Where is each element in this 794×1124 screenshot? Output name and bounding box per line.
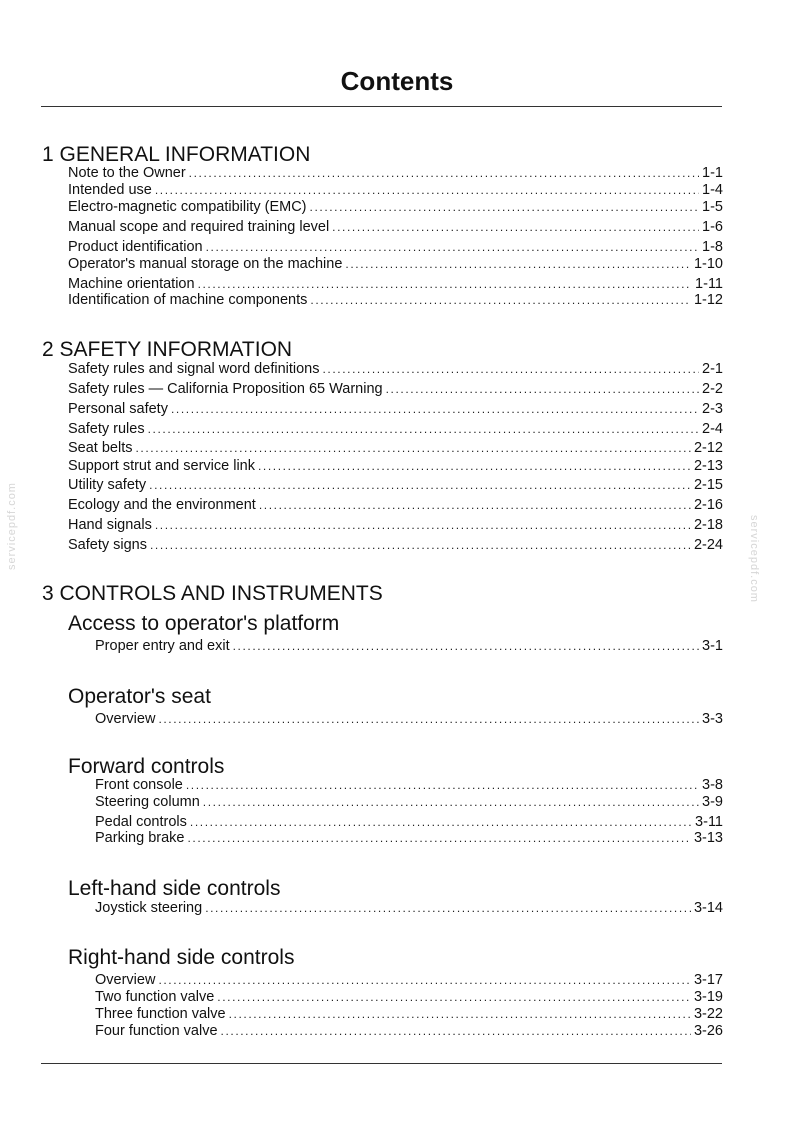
subsection-heading: Left-hand side controls (68, 877, 281, 900)
dot-leader (310, 292, 691, 309)
toc-entry-page: 1-1 (702, 165, 723, 181)
toc-entry-title: Steering column (95, 794, 200, 810)
toc-entry-page: 3-17 (693, 972, 723, 988)
toc-entry-title: Identification of machine components (68, 292, 308, 308)
toc-entry[interactable] (68, 421, 723, 438)
toc-entry-page: 2-13 (693, 458, 723, 474)
toc-entry[interactable] (68, 182, 723, 199)
toc-entry[interactable] (95, 638, 723, 655)
dot-leader (187, 830, 691, 847)
toc-entry-title: Four function valve (95, 1023, 218, 1039)
toc-entry-page: 2-1 (702, 361, 723, 377)
toc-entry-page: 2-4 (702, 421, 723, 437)
toc-entry-page: 2-3 (702, 401, 723, 417)
toc-entry-page: 3-26 (693, 1023, 723, 1039)
toc-entry-page: 2-2 (702, 381, 723, 397)
toc-entry-page: 3-13 (693, 830, 723, 846)
subsection-heading: Forward controls (68, 755, 225, 778)
toc-entry-page: 2-12 (693, 440, 723, 456)
dot-leader (205, 900, 691, 917)
toc-entry[interactable] (68, 276, 723, 293)
toc-entry[interactable] (95, 777, 723, 794)
toc-entry-page: 3-1 (702, 638, 723, 654)
toc-entry[interactable] (68, 537, 723, 554)
toc-entry[interactable] (68, 165, 723, 182)
toc-entry-title: Pedal controls (95, 814, 187, 830)
subsection-heading: Access to operator's platform (68, 612, 340, 635)
watermark-right: servicepdf.com (748, 515, 760, 603)
subsection-heading: Right-hand side controls (68, 946, 295, 969)
toc-entry[interactable] (68, 381, 723, 398)
dot-leader (158, 972, 691, 989)
toc-entry-page: 2-16 (693, 497, 723, 513)
dot-leader (190, 814, 692, 831)
dot-leader (332, 219, 699, 236)
toc-entry-page: 3-11 (695, 814, 723, 830)
toc-entry-page: 1-6 (702, 219, 723, 235)
toc-entry-title: Product identification (68, 239, 203, 255)
toc-entry-page: 3-9 (702, 794, 723, 810)
toc-entry-title: Proper entry and exit (95, 638, 230, 654)
dot-leader (148, 421, 699, 438)
toc-entry-title: Note to the Owner (68, 165, 186, 181)
toc-entry[interactable] (95, 989, 723, 1006)
toc-entry[interactable] (95, 830, 723, 847)
toc-entry-title: Two function valve (95, 989, 215, 1005)
toc-entry-title: Parking brake (95, 830, 185, 846)
toc-entry-page: 3-14 (693, 900, 723, 916)
toc-entry[interactable] (68, 440, 723, 457)
toc-entry-title: Safety rules and signal word definitions (68, 361, 320, 377)
toc-entry[interactable] (68, 199, 723, 216)
chapter-heading-controls-and-instruments: 3 CONTROLS AND INSTRUMENTS (42, 582, 383, 605)
dot-leader (198, 276, 692, 293)
toc-entry-title: Front console (95, 777, 183, 793)
dot-leader (217, 989, 691, 1006)
toc-entry[interactable] (68, 497, 723, 514)
toc-entry-page: 2-18 (693, 517, 723, 533)
toc-entry-page: 3-19 (693, 989, 723, 1005)
dot-leader (206, 239, 699, 256)
toc-entry-page: 3-22 (693, 1006, 723, 1022)
toc-entry-title: Personal safety (68, 401, 168, 417)
toc-entry-title: Ecology and the environment (68, 497, 256, 513)
dot-leader (259, 497, 691, 514)
toc-entry-title: Overview (95, 972, 156, 988)
subsection-heading: Operator's seat (68, 685, 211, 708)
toc-entry-title: Joystick steering (95, 900, 203, 916)
dot-leader (158, 711, 699, 728)
dot-leader (258, 458, 691, 475)
toc-entry-page: 3-3 (702, 711, 723, 727)
dot-leader (310, 199, 700, 216)
dot-leader (149, 477, 691, 494)
dot-leader (203, 794, 699, 811)
toc-entry[interactable] (95, 794, 723, 811)
toc-entry[interactable] (68, 361, 723, 378)
toc-entry[interactable] (68, 219, 723, 236)
toc-entry-page: 1-4 (702, 182, 723, 198)
toc-entry[interactable] (95, 1023, 723, 1040)
toc-entry[interactable] (95, 814, 723, 831)
dot-leader (189, 165, 699, 182)
dot-leader (136, 440, 691, 457)
toc-entry-page: 1-12 (693, 292, 723, 308)
dot-leader (150, 537, 691, 554)
toc-entry[interactable] (95, 900, 723, 917)
toc-entry-page: 1-10 (693, 256, 723, 272)
dot-leader (233, 638, 699, 655)
toc-entry-title: Support strut and service link (68, 458, 255, 474)
dot-leader (221, 1023, 691, 1040)
toc-entry-title: Machine orientation (68, 276, 195, 292)
toc-entry[interactable] (95, 711, 723, 728)
toc-entry-title: Safety signs (68, 537, 147, 553)
toc-entry[interactable] (68, 256, 723, 273)
toc-entry[interactable] (68, 292, 723, 309)
bottom-rule (41, 1063, 722, 1064)
toc-entry-title: Manual scope and required training level (68, 219, 330, 235)
toc-entry-page: 1-8 (702, 239, 723, 255)
toc-entry[interactable] (68, 517, 723, 534)
toc-entry-page: 2-15 (693, 477, 723, 493)
toc-entry-title: Operator's manual storage on the machine (68, 256, 343, 272)
toc-entry-page: 2-24 (693, 537, 723, 553)
dot-leader (171, 401, 699, 418)
toc-entry-title: Utility safety (68, 477, 147, 493)
toc-entry[interactable] (68, 239, 723, 256)
toc-entry-page: 1-5 (702, 199, 723, 215)
toc-entry-title: Overview (95, 711, 156, 727)
dot-leader (386, 381, 699, 398)
toc-entry-title: Safety rules (68, 421, 145, 437)
dot-leader (155, 517, 691, 534)
toc-entry[interactable] (68, 401, 723, 418)
toc-entry-page: 3-8 (702, 777, 723, 793)
toc-entry-title: Safety rules — California Proposition 65 Warning (68, 381, 383, 397)
toc-entry-title: Three function valve (95, 1006, 226, 1022)
page-title: Contents (340, 66, 454, 96)
dot-leader (229, 1006, 691, 1023)
chapter-heading-safety-information: 2 SAFETY INFORMATION (42, 338, 293, 361)
chapter-heading-general-information: 1 GENERAL INFORMATION (42, 143, 311, 166)
toc-entry-title: Electro-magnetic compatibility (EMC) (68, 199, 307, 215)
toc-entry[interactable] (95, 972, 723, 989)
toc-entry[interactable] (95, 1006, 723, 1023)
toc-entry-title: Hand signals (68, 517, 152, 533)
toc-entry-title: Intended use (68, 182, 152, 198)
dot-leader (322, 361, 699, 378)
dot-leader (155, 182, 699, 199)
toc-entry[interactable] (68, 477, 723, 494)
top-rule (41, 106, 722, 107)
dot-leader (345, 256, 691, 273)
toc-entry-page: 1-11 (695, 276, 723, 292)
dot-leader (186, 777, 699, 794)
watermark-left: servicepdf.com (6, 482, 18, 570)
toc-entry[interactable] (68, 458, 723, 475)
toc-entry-title: Seat belts (68, 440, 133, 456)
